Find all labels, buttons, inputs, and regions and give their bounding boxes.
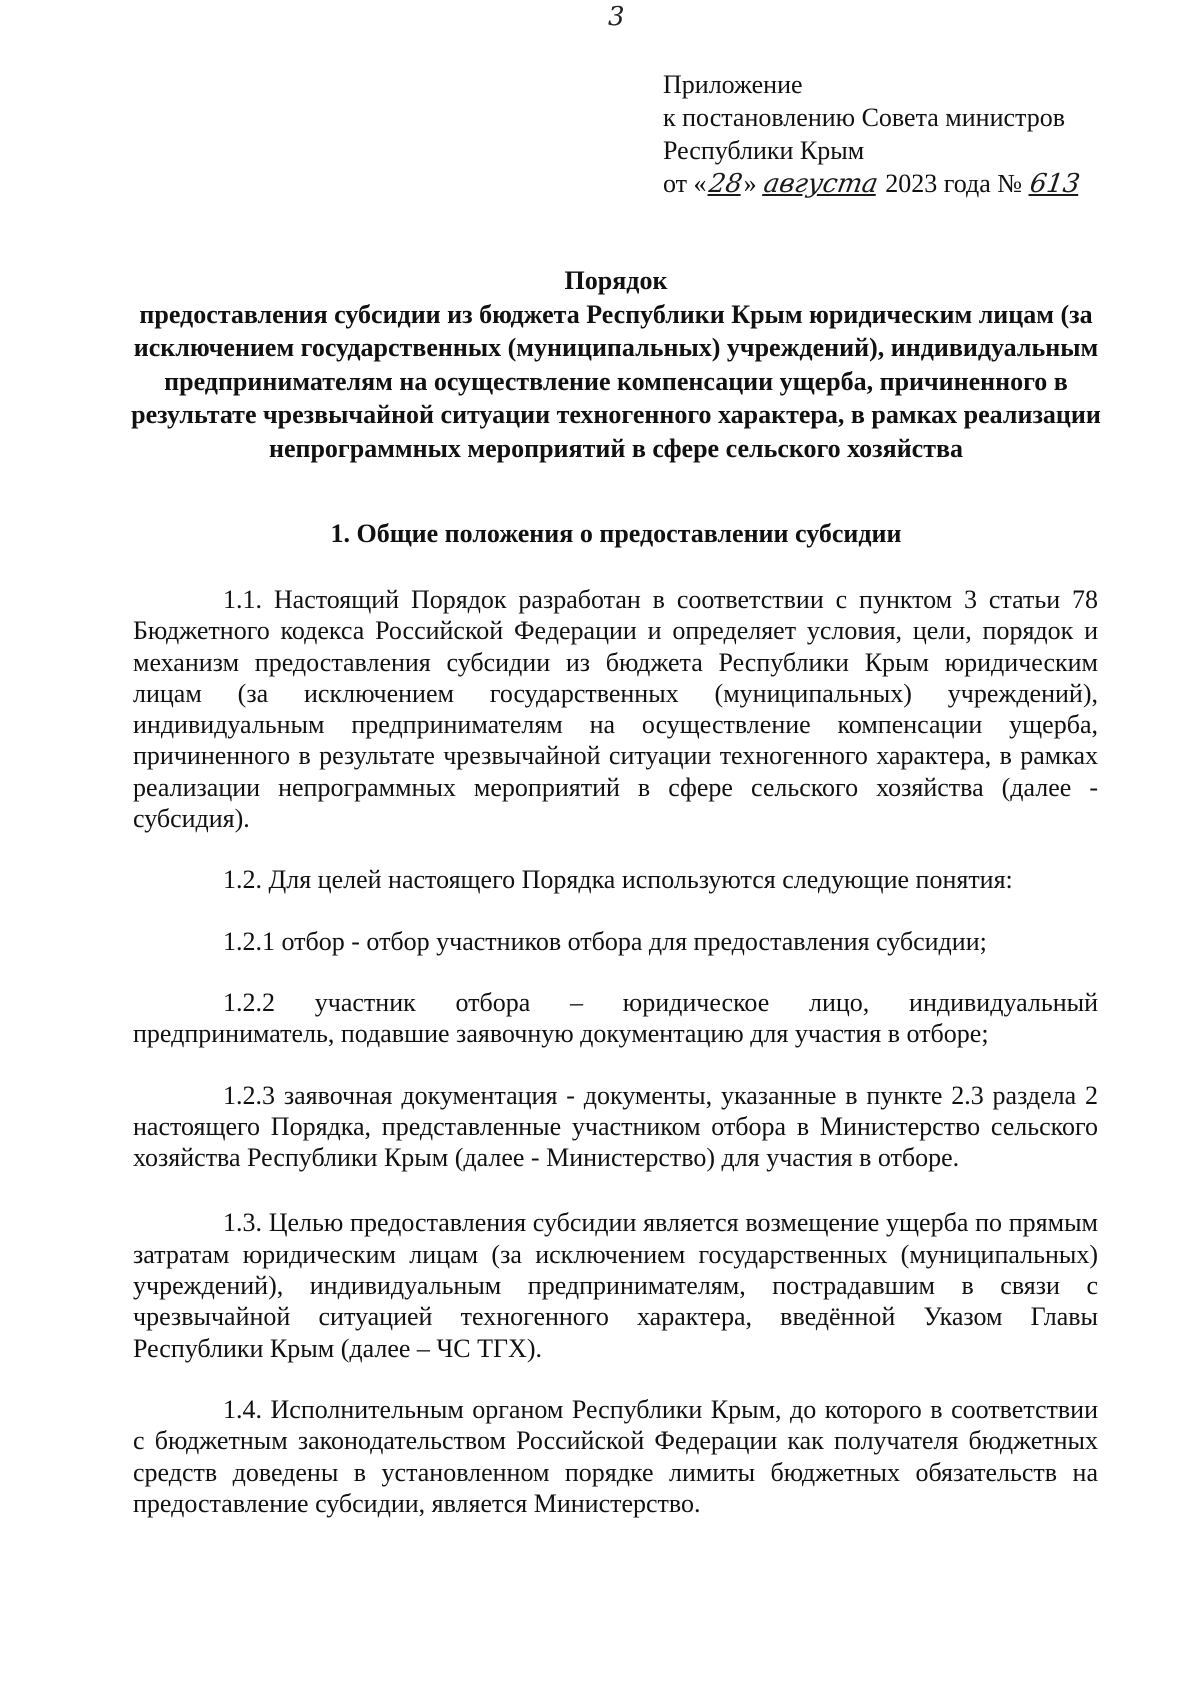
date-suffix: 2023 года № <box>878 169 1029 198</box>
handwritten-day: 28 <box>706 169 744 199</box>
date-mid: » <box>743 169 764 198</box>
paragraph-1-2-1: 1.2.1 отбор - отбор участников отбора для предоставления субсидии; <box>223 926 987 956</box>
paragraph-1-4: 1.4. Исполнительным органом Республики Крым, до которого в соответствии с бюджетным законодательством Российской Федерации как получателя бюджетных средств доведены в установленном порядке лимиты бюджетных обязательств на предоставление субсидии, является Министерство. <box>133 1394 1098 1518</box>
paragraph-1-2-2: 1.2.2 участник отбора – юридическое лицо, индивидуальный предприниматель, подавшие заявочную документацию для участия в отборе; <box>133 987 1098 1049</box>
appendix-republic-line: Республики Крым <box>663 136 865 165</box>
handwritten-month: августа <box>761 169 881 199</box>
section-heading: 1. Общие положения о предоставлении субсидии <box>330 519 902 548</box>
appendix-date-line <box>663 167 1080 201</box>
page-number: 3 <box>608 2 625 32</box>
appendix-resolution-line: к постановлению Совета министров <box>663 103 1065 132</box>
title-heading: Порядок <box>564 266 668 295</box>
paragraph-1-2: 1.2. Для целей настоящего Порядка используются следующие понятия: <box>223 865 1013 895</box>
appendix-label: Приложение <box>663 70 803 99</box>
date-prefix: от « <box>663 169 707 198</box>
paragraph-1-2-3: 1.2.3 заявочная документация - документы, указанные в пункте 2.3 раздела 2 настоящего Порядка, представленные участником отбора в Министерство сельского хозяйства Республики Крым (далее - Министерство) для участия в отборе. <box>133 1080 1098 1173</box>
paragraph-1-1: 1.1. Настоящий Порядок разработан в соответствии с пунктом 3 статьи 78 Бюджетного кодекса Российской Федерации и определяет условия, цели, порядок и механизм предоставления субсидии из бюджета Республики Крым юридическим лицам (за исключением государственных (муниципальных) учреждений), индивидуальным предпринимателям на осуществление компенсации ущерба, причиненного в результате чрезвычайной ситуации техногенного характера, в рамках реализации непрограммных мероприятий в сфере сельского хозяйства (далее - субсидия). <box>133 585 1098 834</box>
appendix-header <box>663 68 1080 201</box>
title-subtitle: предоставления субсидии из бюджета Республики Крым юридическим лицам (за исключением государственных (муниципальных) учреждений), индивидуальным предпринимателям на осуществление компенсации ущерба, причиненного в результате чрезвычайной ситуации техногенного характера, в рамках реализации непрограммных мероприятий в сфере сельского хозяйства <box>131 299 1101 463</box>
section-body <box>133 584 1098 1519</box>
paragraph-1-3: 1.3. Целью предоставления субсидии является возмещение ущерба по прямым затратам юридическим лицам (за исключением государственных (муниципальных) учреждений), индивидуальным предпринимателям, пострадавшим в связи с чрезвычайной ситуацией техногенного характера, введённой Указом Главы Республики Крым (далее – ЧС ТГХ). <box>133 1208 1098 1363</box>
handwritten-doc-number: 613 <box>1027 169 1082 199</box>
document-title <box>130 264 1102 465</box>
